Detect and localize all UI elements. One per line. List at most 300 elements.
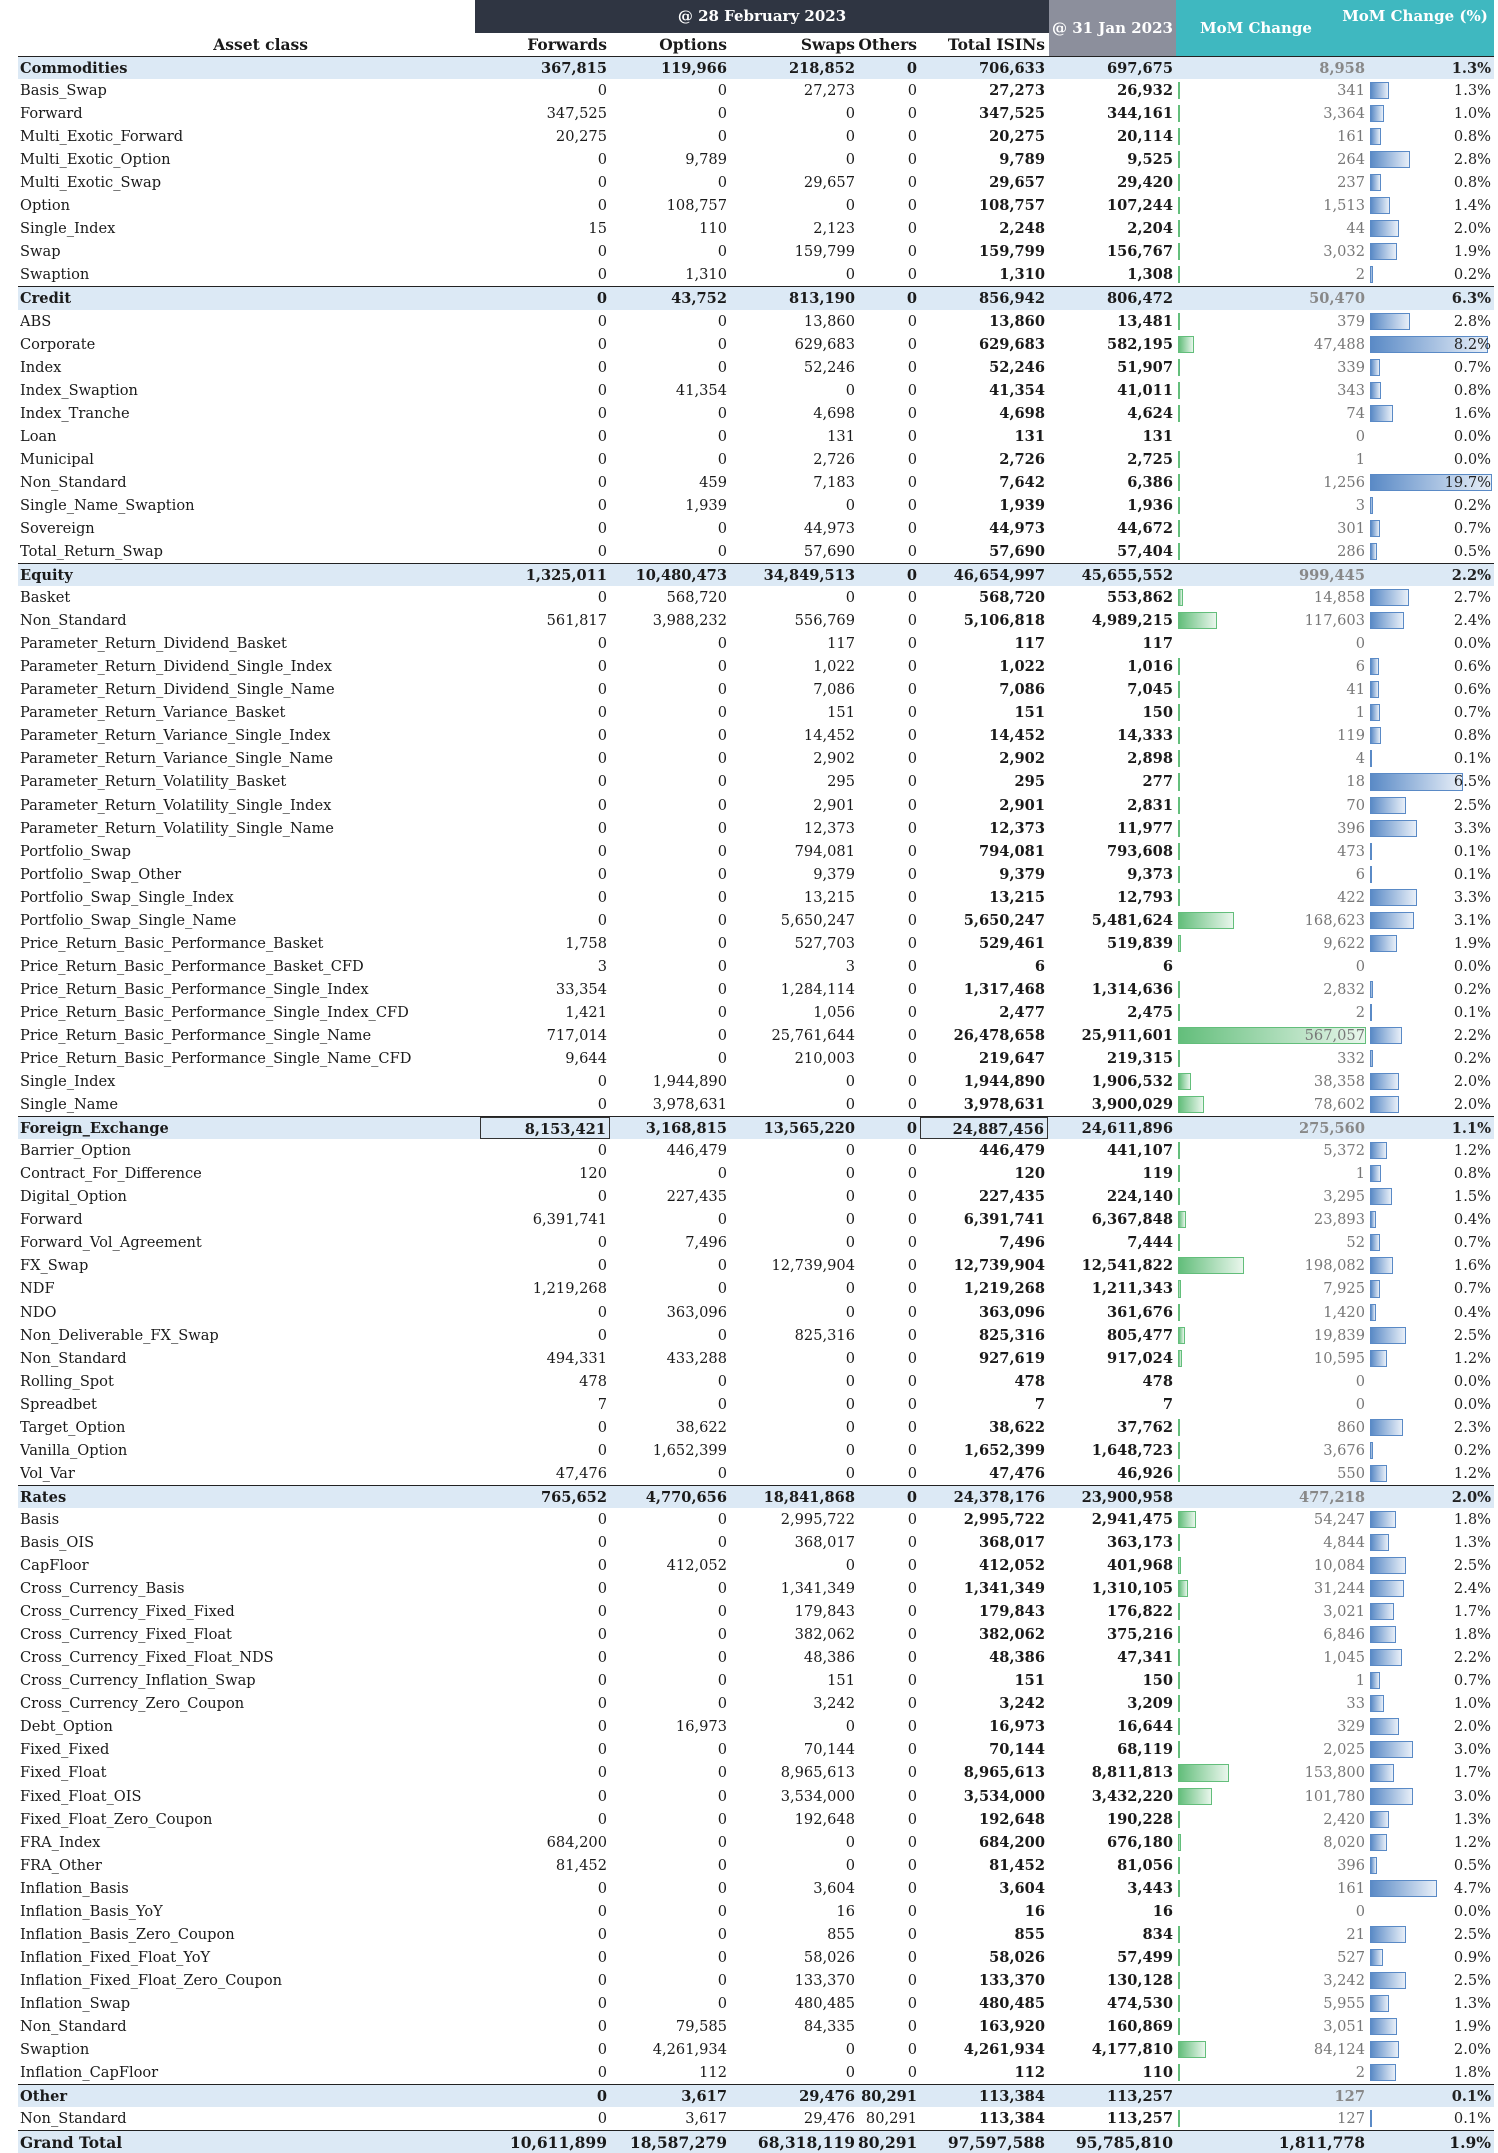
mom-data-bar bbox=[1178, 1741, 1180, 1758]
mom-value: 332 bbox=[1337, 1050, 1365, 1068]
cell-op: 0 bbox=[717, 727, 727, 745]
cell-mom-pct bbox=[1368, 79, 1494, 102]
row-label: Single_Index bbox=[20, 220, 116, 238]
cell-op: 0 bbox=[717, 681, 727, 699]
cell-op: 16,973 bbox=[675, 1718, 727, 1736]
pct-data-bar bbox=[1370, 797, 1406, 814]
cell-mom bbox=[1176, 978, 1368, 1001]
row-label: Other bbox=[20, 2088, 68, 2106]
cell-jan: 8,811,813 bbox=[1091, 1764, 1173, 1782]
cell-mom bbox=[1176, 1554, 1368, 1577]
mom-value: 119 bbox=[1337, 727, 1365, 745]
cell-jan: 5,481,624 bbox=[1091, 911, 1173, 929]
pct-value: 0.8% bbox=[1453, 174, 1491, 192]
row-label: Vanilla_Option bbox=[20, 1441, 128, 1459]
cell-sw: 13,860 bbox=[803, 312, 855, 330]
cell-tot: 825,316 bbox=[978, 1326, 1045, 1344]
cell-fw: 0 bbox=[597, 1902, 607, 1920]
pct-data-bar bbox=[1370, 1764, 1394, 1781]
cell-sw: 5,650,247 bbox=[780, 911, 855, 929]
row-label: Non_Standard bbox=[20, 2110, 127, 2128]
cell-sw: 16 bbox=[836, 1902, 855, 1920]
cell-jan: 51,907 bbox=[1117, 358, 1173, 376]
cell-op: 0 bbox=[717, 1902, 727, 1920]
cell-mom-pct bbox=[1368, 1370, 1494, 1393]
cell-jan: 117 bbox=[1142, 635, 1173, 653]
cell-sw: 3,604 bbox=[813, 1879, 855, 1897]
cell-sw: 29,476 bbox=[803, 2110, 855, 2128]
cell-sw: 556,769 bbox=[794, 612, 855, 630]
mom-data-bar bbox=[1178, 843, 1180, 860]
cell-ot: 80,291 bbox=[865, 2110, 917, 2128]
cell-ot: 0 bbox=[907, 1787, 917, 1805]
row-label: Fixed_Float bbox=[20, 1764, 107, 1782]
row-label: Barrier_Option bbox=[20, 1142, 131, 1160]
row-label: Contract_For_Difference bbox=[20, 1165, 202, 1183]
cell-jan: 6 bbox=[1162, 957, 1173, 975]
cell-mom-pct bbox=[1368, 1854, 1494, 1877]
pct-value: 0.0% bbox=[1453, 1395, 1491, 1413]
mom-data-bar bbox=[1178, 612, 1217, 629]
pct-value: 0.7% bbox=[1453, 704, 1491, 722]
cell-tot: 1,317,468 bbox=[963, 980, 1045, 998]
mom-data-bar bbox=[1178, 82, 1180, 99]
cell-op: 79,585 bbox=[675, 2017, 727, 2035]
mom-data-bar bbox=[1178, 1557, 1181, 1574]
row-label: Parameter_Return_Variance_Single_Index bbox=[20, 727, 331, 745]
table-row bbox=[18, 1577, 1494, 1600]
cell-ot: 0 bbox=[907, 519, 917, 537]
asset-class-row bbox=[18, 563, 1494, 586]
pct-data-bar bbox=[1370, 1880, 1437, 1897]
cell-sw: 0 bbox=[845, 1234, 855, 1252]
mom-value: 10,084 bbox=[1313, 1557, 1365, 1575]
pct-data-bar bbox=[1370, 912, 1414, 929]
cell-tot: 1,022 bbox=[999, 658, 1045, 676]
cell-op: 0 bbox=[717, 312, 727, 330]
cell-mom bbox=[1176, 1462, 1368, 1485]
cell-fw: 0 bbox=[596, 2088, 607, 2106]
cell-fw: 0 bbox=[597, 704, 607, 722]
cell-tot: 347,525 bbox=[978, 105, 1045, 123]
table-row bbox=[18, 1738, 1494, 1761]
cell-jan: 68,119 bbox=[1117, 1741, 1173, 1759]
mom-value: 78,602 bbox=[1313, 1096, 1365, 1114]
cell-op: 0 bbox=[717, 243, 727, 261]
cell-tot: 629,683 bbox=[978, 335, 1045, 353]
pct-value: 0.1% bbox=[1453, 1003, 1491, 1021]
cell-tot: 131 bbox=[1014, 427, 1045, 445]
pct-value: 2.2% bbox=[1453, 1649, 1491, 1667]
cell-mom-pct bbox=[1368, 425, 1494, 448]
mom-value: 6,846 bbox=[1323, 1626, 1365, 1644]
cell-tot: 108,757 bbox=[978, 197, 1045, 215]
mom-data-bar bbox=[1178, 313, 1180, 330]
pct-data-bar bbox=[1370, 266, 1373, 283]
mom-value: 4,844 bbox=[1323, 1534, 1365, 1551]
cell-sw: 0 bbox=[845, 1096, 855, 1114]
cell-mom-pct bbox=[1368, 1416, 1494, 1439]
cell-ot: 0 bbox=[907, 1441, 917, 1459]
pct-data-bar bbox=[1370, 704, 1380, 721]
cell-sw: 0 bbox=[845, 1718, 855, 1736]
cell-ot: 0 bbox=[907, 105, 917, 123]
cell-op: 3,617 bbox=[685, 2110, 727, 2128]
pct-value: 1.3% bbox=[1453, 1994, 1491, 2012]
cell-ot: 0 bbox=[907, 1234, 917, 1252]
pct-value: 2.3% bbox=[1453, 1418, 1491, 1436]
row-label: Basis bbox=[20, 1510, 60, 1528]
pct-data-bar bbox=[1370, 1972, 1406, 1989]
asset-class-row bbox=[18, 56, 1494, 79]
cell-mom bbox=[1176, 194, 1368, 217]
asset-class-row bbox=[18, 1485, 1494, 1508]
cell-fw: 765,652 bbox=[540, 1488, 607, 1506]
cell-op: 18,587,279 bbox=[629, 2133, 727, 2153]
cell-tot: 14,452 bbox=[989, 727, 1045, 745]
cell-ot: 0 bbox=[907, 473, 917, 491]
cell-mom bbox=[1176, 1047, 1368, 1070]
cell-sw: 4,698 bbox=[813, 404, 855, 422]
mom-change-pct-header: MoM Change (%) bbox=[1336, 0, 1494, 56]
cell-sw: 527,703 bbox=[794, 934, 855, 952]
cell-mom-pct bbox=[1368, 1231, 1494, 1254]
cell-op: 0 bbox=[717, 1211, 727, 1229]
cell-op: 0 bbox=[717, 427, 727, 445]
cell-tot: 1,939 bbox=[999, 496, 1045, 514]
cell-jan: 3,900,029 bbox=[1091, 1096, 1173, 1114]
cell-op: 0 bbox=[717, 542, 727, 560]
cell-mom bbox=[1176, 1093, 1368, 1116]
cell-ot: 0 bbox=[907, 1510, 917, 1528]
table-row bbox=[18, 2015, 1494, 2038]
cell-op: 3,978,631 bbox=[652, 1096, 727, 1114]
cell-sw: 0 bbox=[845, 381, 855, 399]
mom-value: 44 bbox=[1346, 220, 1365, 238]
mom-data-bar bbox=[1178, 889, 1180, 906]
pct-data-bar bbox=[1370, 889, 1417, 906]
cell-ot: 0 bbox=[906, 290, 917, 308]
cell-ot: 0 bbox=[907, 220, 917, 238]
cell-tot: 480,485 bbox=[978, 1994, 1045, 2012]
cell-sw: 25,761,644 bbox=[771, 1026, 855, 1044]
cell-op: 4,261,934 bbox=[652, 2041, 727, 2059]
cell-tot: 2,726 bbox=[999, 450, 1045, 468]
cell-jan: 2,941,475 bbox=[1091, 1510, 1173, 1528]
cell-mom bbox=[1176, 701, 1368, 724]
cell-mom bbox=[1176, 1738, 1368, 1761]
cell-mom bbox=[1176, 1370, 1368, 1393]
pct-value: 2.5% bbox=[1453, 1925, 1491, 1943]
cell-mom bbox=[1176, 2015, 1368, 2038]
pct-data-bar bbox=[1370, 405, 1393, 422]
table-row bbox=[18, 1462, 1494, 1485]
cell-op: 3,617 bbox=[681, 2088, 727, 2106]
row-label: Price_Return_Basic_Performance_Basket bbox=[20, 934, 324, 952]
cell-mom bbox=[1176, 356, 1368, 379]
table-row bbox=[18, 263, 1494, 286]
pct-data-bar bbox=[1370, 2064, 1396, 2081]
cell-tot: 3,242 bbox=[999, 1695, 1045, 1713]
mom-value: 3,364 bbox=[1323, 105, 1365, 123]
pct-value: 0.0% bbox=[1453, 427, 1491, 445]
cell-fw: 1,325,011 bbox=[525, 567, 607, 585]
table-row bbox=[18, 1761, 1494, 1784]
mom-value: 5,372 bbox=[1323, 1142, 1365, 1160]
mom-data-bar bbox=[1178, 336, 1194, 353]
table-row bbox=[18, 2107, 1494, 2130]
mom-value: 52 bbox=[1346, 1234, 1365, 1252]
cell-op: 0 bbox=[717, 1741, 727, 1759]
cell-sw: 70,144 bbox=[803, 1741, 855, 1759]
cell-mom-pct bbox=[1368, 1093, 1494, 1116]
table-row bbox=[18, 840, 1494, 863]
cell-tot: 13,860 bbox=[989, 312, 1045, 330]
cell-mom-pct bbox=[1368, 1969, 1494, 1992]
mom-value: 1,811,778 bbox=[1278, 2133, 1365, 2153]
pct-value: 0.9% bbox=[1453, 1948, 1491, 1966]
mom-value: 0 bbox=[1355, 1372, 1365, 1390]
row-label: Price_Return_Basic_Performance_Single_Name_CFD bbox=[20, 1050, 412, 1068]
cell-jan: 401,968 bbox=[1106, 1557, 1173, 1575]
cell-tot: 29,657 bbox=[989, 174, 1045, 192]
cell-tot: 684,200 bbox=[978, 1833, 1045, 1851]
mom-data-bar bbox=[1178, 704, 1180, 721]
cell-ot: 0 bbox=[907, 427, 917, 445]
cell-sw: 825,316 bbox=[794, 1326, 855, 1344]
row-label: FRA_Other bbox=[20, 1856, 102, 1874]
cell-ot: 0 bbox=[907, 980, 917, 998]
cell-mom bbox=[1176, 333, 1368, 356]
mom-value: 198,082 bbox=[1304, 1257, 1365, 1275]
row-label: Cross_Currency_Basis bbox=[20, 1580, 185, 1598]
cell-sw: 52,246 bbox=[803, 358, 855, 376]
cell-mom bbox=[1176, 886, 1368, 909]
row-label: Parameter_Return_Volatility_Basket bbox=[20, 773, 287, 791]
mom-value: 101,780 bbox=[1304, 1787, 1365, 1805]
total-isins-header: Total ISINs bbox=[947, 35, 1045, 54]
cell-sw: 629,683 bbox=[794, 335, 855, 353]
table-row bbox=[18, 1808, 1494, 1831]
cell-tot: 97,597,588 bbox=[947, 2133, 1045, 2153]
pct-value: 0.1% bbox=[1453, 842, 1491, 860]
cell-mom-pct bbox=[1368, 955, 1494, 978]
cell-fw: 20,275 bbox=[555, 128, 607, 146]
mom-value: 477,218 bbox=[1298, 1488, 1365, 1506]
cell-ot: 0 bbox=[907, 243, 917, 261]
pct-value: 2.5% bbox=[1453, 1326, 1491, 1344]
pct-data-bar bbox=[1370, 981, 1373, 998]
table-row bbox=[18, 886, 1494, 909]
cell-sw: 7,183 bbox=[813, 473, 855, 491]
cell-mom-pct bbox=[1368, 1831, 1494, 1854]
cell-sw: 2,995,722 bbox=[780, 1510, 855, 1528]
cell-tot: 4,261,934 bbox=[963, 2041, 1045, 2059]
mom-value: 19,839 bbox=[1313, 1326, 1365, 1344]
cell-fw: 0 bbox=[597, 1764, 607, 1782]
cell-fw: 6,391,741 bbox=[532, 1211, 607, 1229]
cell-fw: 0 bbox=[597, 1418, 607, 1436]
mom-data-bar bbox=[1178, 1626, 1180, 1643]
cell-ot: 0 bbox=[907, 335, 917, 353]
cell-op: 0 bbox=[717, 888, 727, 906]
mom-data-bar bbox=[1178, 2110, 1180, 2127]
mom-value: 161 bbox=[1337, 128, 1365, 146]
pct-value: 0.1% bbox=[1453, 865, 1491, 883]
cell-fw: 0 bbox=[597, 842, 607, 860]
cell-op: 0 bbox=[717, 796, 727, 814]
cell-jan: 553,862 bbox=[1106, 589, 1173, 607]
cell-sw: 2,902 bbox=[813, 750, 855, 768]
cell-fw: 0 bbox=[597, 1695, 607, 1713]
cell-fw: 0 bbox=[597, 1603, 607, 1621]
cell-ot: 0 bbox=[907, 658, 917, 676]
cell-mom bbox=[1176, 79, 1368, 102]
pct-data-bar bbox=[1370, 866, 1372, 883]
cell-tot: 363,096 bbox=[978, 1303, 1045, 1321]
cell-sw: 0 bbox=[845, 1165, 855, 1183]
cell-mom-pct bbox=[1368, 1047, 1494, 1070]
pct-value: 0.7% bbox=[1453, 1280, 1491, 1298]
table-row bbox=[18, 724, 1494, 747]
row-label: Index_Tranche bbox=[20, 404, 130, 422]
cell-op: 0 bbox=[717, 1649, 727, 1667]
cell-mom-pct bbox=[1368, 194, 1494, 217]
cell-jan: 6,386 bbox=[1127, 473, 1173, 491]
cell-fw: 0 bbox=[597, 82, 607, 100]
cell-ot: 0 bbox=[907, 1372, 917, 1390]
cell-jan: 6,367,848 bbox=[1091, 1211, 1173, 1229]
cell-tot: 24,378,176 bbox=[953, 1488, 1045, 1506]
cell-tot: 219,647 bbox=[978, 1050, 1045, 1068]
cell-jan: 119 bbox=[1142, 1165, 1173, 1183]
pct-value: 1.8% bbox=[1453, 1510, 1491, 1528]
pct-value: 0.7% bbox=[1453, 1234, 1491, 1252]
table-row bbox=[18, 1185, 1494, 1208]
cell-sw: 0 bbox=[845, 105, 855, 123]
cell-sw: 192,648 bbox=[794, 1810, 855, 1828]
row-label: Foreign_Exchange bbox=[20, 1120, 169, 1138]
pct-value: 0.1% bbox=[1451, 2088, 1491, 2106]
cell-fw: 0 bbox=[597, 1879, 607, 1897]
cell-tot: 41,354 bbox=[989, 381, 1045, 399]
pct-value: 0.4% bbox=[1453, 1211, 1491, 1229]
mom-data-bar bbox=[1178, 1142, 1180, 1159]
row-label: Inflation_Fixed_Float_Zero_Coupon bbox=[20, 1971, 283, 1989]
cell-jan: 9,525 bbox=[1127, 151, 1173, 169]
row-label: Parameter_Return_Variance_Single_Name bbox=[20, 750, 334, 768]
mom-value: 286 bbox=[1337, 542, 1365, 560]
cell-jan: 81,056 bbox=[1117, 1856, 1173, 1874]
cell-op: 0 bbox=[717, 865, 727, 883]
row-label: Debt_Option bbox=[20, 1718, 113, 1736]
pct-value: 2.0% bbox=[1453, 2041, 1491, 2059]
asset-class-row bbox=[18, 1116, 1494, 1139]
row-label: Grand Total bbox=[20, 2133, 123, 2153]
cell-tot: 12,373 bbox=[989, 819, 1045, 837]
cell-op: 0 bbox=[717, 1879, 727, 1897]
cell-jan: 45,655,552 bbox=[1081, 567, 1173, 585]
pct-data-bar bbox=[1370, 1995, 1389, 2012]
cell-sw: 48,386 bbox=[803, 1649, 855, 1667]
row-label: Parameter_Return_Volatility_Single_Index bbox=[20, 796, 332, 814]
pct-value: 3.0% bbox=[1453, 1741, 1491, 1759]
cell-jan: 9,373 bbox=[1127, 865, 1173, 883]
table-row bbox=[18, 1969, 1494, 1992]
cell-tot: 159,799 bbox=[978, 243, 1045, 261]
cell-mom bbox=[1176, 1070, 1368, 1093]
pct-value: 1.3% bbox=[1451, 60, 1491, 77]
cell-sw: 0 bbox=[845, 266, 855, 284]
pct-data-bar bbox=[1370, 1419, 1403, 1436]
table-row bbox=[18, 240, 1494, 263]
cell-mom-pct bbox=[1368, 1923, 1494, 1946]
mom-value: 127 bbox=[1337, 2110, 1365, 2128]
cell-jan: 277 bbox=[1142, 773, 1173, 791]
mom-data-bar bbox=[1178, 727, 1180, 744]
cell-fw: 7 bbox=[597, 1395, 607, 1413]
cell-ot: 0 bbox=[907, 1879, 917, 1897]
cell-mom-pct bbox=[1368, 1117, 1494, 1139]
cell-ot: 0 bbox=[907, 2041, 917, 2059]
mom-data-bar bbox=[1178, 866, 1180, 883]
table-row bbox=[18, 1877, 1494, 1900]
cell-mom-pct bbox=[1368, 1462, 1494, 1485]
cell-sw: 8,965,613 bbox=[780, 1764, 855, 1782]
cell-jan: 344,161 bbox=[1106, 105, 1173, 123]
cell-mom-pct bbox=[1368, 817, 1494, 840]
cell-fw: 0 bbox=[597, 1073, 607, 1091]
mom-value: 0 bbox=[1355, 635, 1365, 653]
cell-fw: 0 bbox=[597, 911, 607, 929]
pct-data-bar bbox=[1370, 1926, 1406, 1943]
cell-jan: 113,257 bbox=[1106, 2110, 1173, 2128]
cell-tot: 706,633 bbox=[978, 60, 1045, 77]
date-band-header: @ 28 February 2023 bbox=[475, 0, 1049, 33]
row-label: Single_Name_Swaption bbox=[20, 496, 195, 514]
mom-data-bar bbox=[1178, 359, 1180, 376]
cell-tot: 52,246 bbox=[989, 358, 1045, 376]
mom-value: 3,676 bbox=[1323, 1441, 1365, 1459]
row-label: Price_Return_Basic_Performance_Single_Index_CFD bbox=[20, 1003, 409, 1021]
cell-ot: 0 bbox=[907, 542, 917, 560]
cell-sw: 133,370 bbox=[794, 1971, 855, 1989]
mom-value: 1,256 bbox=[1323, 473, 1365, 491]
cell-ot: 0 bbox=[907, 404, 917, 422]
cell-ot: 0 bbox=[907, 612, 917, 630]
mom-data-bar bbox=[1178, 658, 1180, 675]
cell-mom-pct bbox=[1368, 2038, 1494, 2061]
cell-sw: 12,373 bbox=[803, 819, 855, 837]
pct-data-bar bbox=[1370, 1511, 1396, 1528]
cell-ot: 0 bbox=[906, 60, 917, 77]
pct-value: 1.9% bbox=[1453, 934, 1491, 952]
mom-data-bar bbox=[1178, 1949, 1180, 1966]
cell-mom-pct bbox=[1368, 517, 1494, 540]
cell-op: 0 bbox=[717, 773, 727, 791]
cell-mom bbox=[1176, 1439, 1368, 1462]
cell-tot: 112 bbox=[1014, 2064, 1045, 2082]
mom-value: 3,242 bbox=[1323, 1971, 1365, 1989]
cell-op: 0 bbox=[717, 1165, 727, 1183]
cell-op: 108,757 bbox=[666, 197, 727, 215]
mom-value: 21 bbox=[1346, 1925, 1365, 1943]
cell-mom bbox=[1176, 240, 1368, 263]
mom-data-bar bbox=[1178, 1857, 1180, 1874]
cell-sw: 84,335 bbox=[803, 2017, 855, 2035]
cell-tot: 382,062 bbox=[978, 1626, 1045, 1644]
cell-mom-pct bbox=[1368, 2107, 1494, 2130]
